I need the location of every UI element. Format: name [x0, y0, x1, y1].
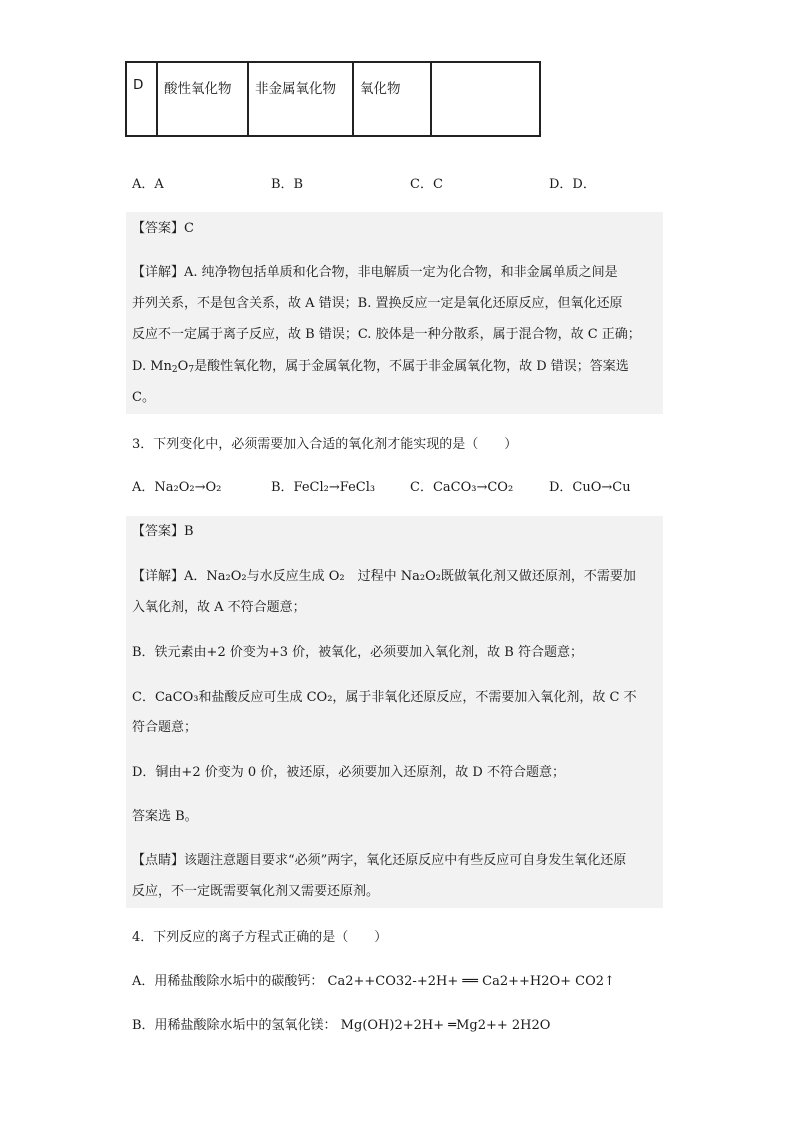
q3-question: 3．下列变化中，必须需要加入合适的氧化剂才能实现的是（ ）	[132, 437, 518, 452]
tip-line: 【点睛】该题注意题目要求“必须”两字，氧化还原反应中有些反应可自身发生氧化还原	[132, 853, 627, 868]
detail-line: D. $Mn_2O_7$是酸性氧化物，属于金属氧化物，不属于非金属氧化物，故 D 错误；答案选	[132, 359, 629, 375]
option-a: A．Na₂O₂→O₂	[132, 480, 222, 495]
q3-options	[132, 478, 631, 498]
detail-line: 符合题意；	[132, 720, 198, 735]
detail-line: B．铁元素由+2 价变为+3 价，被氧化，必须要加入氧化剂，故 B 符合题意；	[132, 645, 583, 660]
detail-line: 【详解】A. 纯净物包括单质和化合物，非电解质一定为化合物，和非金属单质之间是	[132, 265, 618, 280]
table-cell	[431, 62, 540, 136]
detail-line: 并列关系，不是包含关系，故 A 错误；B. 置换反应一定是氧化还原反应，但氧化还原	[132, 296, 623, 311]
detail-line: 入氧化剂，故 A 不符合题意；	[132, 600, 306, 615]
option-c: C．CaCO₃→CO₂	[410, 480, 514, 495]
detail-line: 【详解】A．Na₂O₂与水反应生成 O₂ 过程中 Na₂O₂既做氧化剂又做还原剂，不需要加	[132, 569, 636, 584]
option-c: C．C	[410, 177, 443, 192]
detail-line: D．铜由+2 价变为 0 价，被还原，必须要加入还原剂，故 D 不符合题意；	[132, 765, 565, 780]
q4-option-b: B．用稀盐酸除水垢中的氢氧化镁： Mg(OH)2+2H+ ═Mg2++ 2H2O	[132, 1018, 551, 1033]
table-cell: 酸性氧化物	[157, 62, 248, 136]
table-row	[126, 62, 540, 136]
tip-line: 反应，不一定既需要氧化剂又需要还原剂。	[132, 884, 380, 899]
detail-line: C．CaCO₃和盐酸反应可生成 CO₂，属于非氧化还原反应，不需要加入氧化剂，故 C 不	[132, 690, 637, 705]
answer-label: 【答案】B	[132, 524, 194, 539]
options-table	[125, 61, 541, 137]
table-cell: D	[126, 62, 157, 136]
option-d: D．CuO→Cu	[549, 480, 631, 495]
option-a: A．A	[132, 177, 164, 192]
table-cell: 氧化物	[353, 62, 431, 136]
formula: D. $Mn_2O_7$	[132, 359, 195, 375]
detail-line: 答案选 B。	[132, 809, 198, 824]
q4-option-a: A．用稀盐酸除水垢中的碳酸钙： Ca2++CO32-+2H+ ══ Ca2++H2O+ CO2↑	[132, 974, 615, 989]
option-b: B．B	[271, 177, 304, 192]
q2-options	[132, 175, 596, 195]
q4-question: 4．下列反应的离子方程式正确的是（ ）	[132, 930, 388, 945]
table-cell: 非金属氧化物	[248, 62, 353, 136]
answer-label: 【答案】C	[132, 221, 194, 236]
detail-line: 反应不一定属于离子反应，故 B 错误；C. 胶体是一种分散系，属于混合物，故 C 正确；	[132, 327, 641, 342]
option-d: D．D．	[549, 177, 596, 192]
option-b: B．FeCl₂→FeCl₃	[271, 480, 376, 495]
detail-line: C。	[132, 390, 155, 405]
